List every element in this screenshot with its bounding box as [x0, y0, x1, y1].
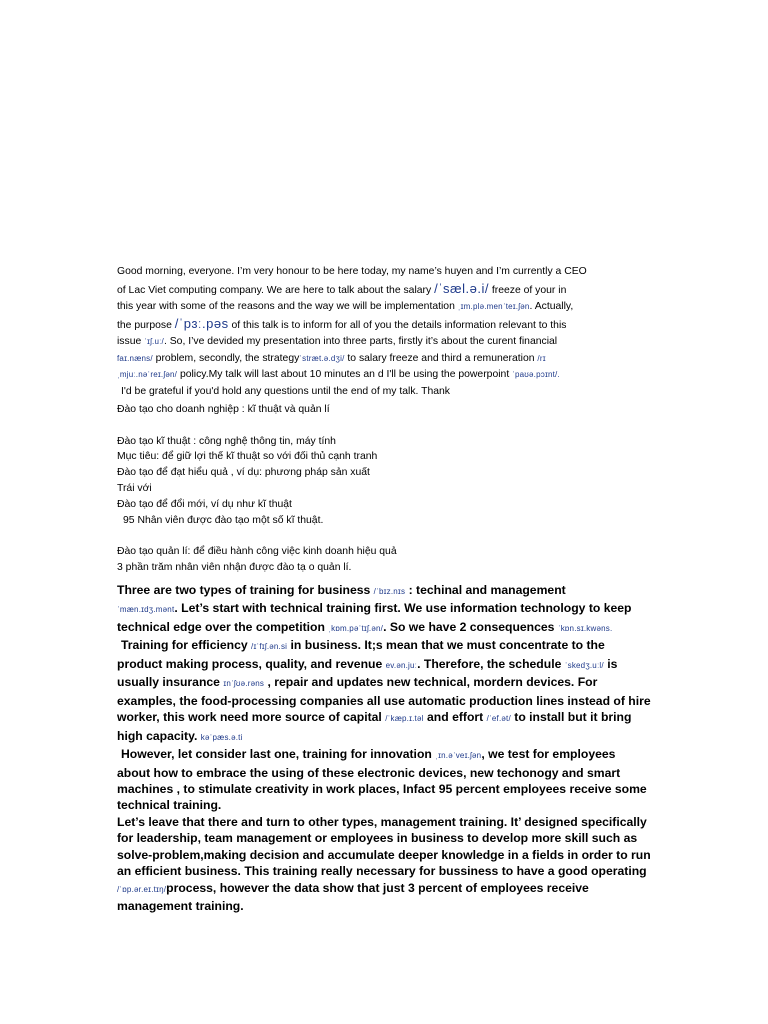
text: of Lac Viet computing company. We are here to talk about the salary [117, 284, 432, 296]
text-line [117, 334, 657, 351]
text-line [117, 656, 657, 674]
note-line: Đào tạo quản lí: để điều hành công việc kinh doanh hiệu quả [117, 546, 397, 558]
text-line [117, 299, 657, 316]
text: to install but it bring [514, 710, 632, 725]
text: Training for efficiency [121, 638, 248, 653]
text: . So we have 2 consequences [383, 619, 555, 634]
text: product making process, quality, and revenue [117, 656, 383, 671]
ipa-transcription: /ˈsæl.ə.i/ [434, 280, 489, 296]
blank-line [117, 528, 577, 544]
text: . Let’s start with technical training first. We use information technology to keep [174, 601, 632, 616]
text: policy.My talk will last about 10 minutes an d I'll be using the powerpoint [179, 369, 510, 380]
text: is [607, 656, 618, 671]
text-line [117, 264, 657, 281]
text: : techinal and management [408, 583, 566, 597]
ipa-transcription: ev.ən.juː [385, 660, 418, 670]
note-line: Mục tiêu: để giữ lợi thế kĩ thuật so với đối thủ cạnh tranh [117, 451, 378, 463]
text: Good morning, everyone. I’m very honour to be here today, my name’s huyen and I’m currently a CEO [117, 266, 587, 277]
text: I'd be grateful if you'd hold any questions until the end of my talk. Thank [121, 385, 450, 397]
text: problem, secondly, the strategy [155, 352, 300, 364]
ipa-transcription: /ɪˈfɪʃ.ən.si [251, 642, 288, 652]
text: . So, I’ve devided my presentation into three parts, firstly it’s about the curent financial [163, 336, 558, 347]
text-line [117, 728, 657, 746]
text-line: an efficient business. This training really necessary for bussiness to have a good operating [117, 864, 647, 879]
text-line: solve-problem,making decision and accumulate deeper knowledge in a fields in order to run [117, 847, 651, 862]
text-line [117, 316, 657, 335]
text-line: examples, the food-processing companies all use automatic production lines instead of hire [117, 693, 651, 708]
ipa-transcription: /ˈbɪz.nɪs [373, 587, 406, 596]
text: Three are two types of training for business [117, 583, 371, 597]
text-line: Let’s leave that there and turn to other types, management training. It’ designed specifically [117, 814, 647, 829]
text: in business. It;s mean that we must concentrate to the [290, 638, 605, 653]
text: process, however the data show that just 3 percent of employees receive [166, 880, 589, 895]
text-line [117, 351, 657, 368]
text: . Actually, [529, 301, 574, 312]
text: of this talk is to inform for all of you the details information relevant to this [231, 319, 567, 331]
ipa-transcription: ˌkɒm.pəˈtɪʃ.ən/ [328, 623, 384, 633]
text: and effort [427, 710, 484, 725]
text: the purpose [117, 319, 172, 331]
text-line [117, 281, 657, 300]
text: freeze of your in [491, 284, 567, 296]
ipa-transcription: /rɪ [537, 353, 546, 363]
text: this year with some of the reasons and the way we will be implementation [117, 301, 455, 312]
body-paragraph [117, 582, 657, 915]
text-line [117, 600, 657, 618]
text-line [117, 709, 657, 727]
text-line [117, 582, 657, 600]
ipa-transcription: /ˈkæp.ɪ.təl [385, 714, 424, 724]
note-line: Đào tạo cho doanh nghiệp : kĩ thuật và quản lí [117, 404, 330, 415]
text-line [117, 367, 657, 384]
ipa-transcription: faɪ.næns/ [117, 353, 153, 363]
note-line: 3 phần trăm nhân viên nhận được đào tạ o quản lí. [117, 561, 352, 573]
ipa-transcription: ˈmæn.ɪdʒ.mənt [117, 605, 175, 615]
ipa-transcription: /ˈef.ət/ [486, 714, 511, 724]
ipa-transcription: /ˈpɜː.pəs [174, 315, 229, 331]
text: usually insurance [117, 675, 220, 690]
note-line: Đào tạo để đạt hiểu quả , ví dụ: phương pháp sản xuất [117, 467, 370, 479]
text: issue [117, 336, 142, 347]
text-line [117, 746, 657, 764]
note-line: Trái với [117, 482, 152, 494]
intro-paragraph [117, 264, 657, 400]
text: However, let consider last one, training for innovation [121, 747, 432, 762]
text-line [117, 637, 657, 655]
vietnamese-notes [117, 402, 577, 576]
text-line [117, 880, 657, 898]
ipa-transcription: ˈstræt.ə.dʒi/ [299, 353, 345, 363]
text-line: for leadership, team management or employees in business to develop more skill such as [117, 831, 638, 846]
text-line [117, 619, 657, 637]
note-line: Đào tạo kĩ thuật : công nghệ thông tin, máy tính [117, 435, 336, 447]
text-line [117, 674, 657, 692]
text: to salary freeze and third a remuneration [347, 352, 535, 364]
text: . Therefore, the schedule [417, 656, 562, 671]
text: worker, this work need more source of capital [117, 710, 382, 725]
ipa-transcription: ɪnˈʃʊə.rəns [223, 679, 265, 689]
ipa-transcription: ˈkɒn.sɪ.kwəns. [557, 623, 613, 633]
text-line: about how to embrace the using of these electronic devices, new techonogy and smart [117, 765, 621, 780]
ipa-transcription: ˌmjuː.nəˈreɪ.ʃən/ [117, 370, 178, 379]
text-line: machines , to stimulate creativity in work places, Infact 95 percent employees receive some [117, 781, 647, 796]
text: high capacity. [117, 728, 198, 743]
ipa-transcription: ˌɪm.plə.menˈteɪ.ʃən [457, 302, 530, 311]
note-line: 95 Nhân viên được đào tạo một số kĩ thuật. [123, 514, 324, 526]
blank-line [117, 418, 577, 434]
ipa-transcription: /ˈɒp.ər.eɪ.tɪŋ/ [117, 884, 167, 894]
text-line: management training. [117, 899, 244, 914]
ipa-transcription: ˈskedʒ.uːl/ [564, 660, 604, 670]
text: , we test for employees [481, 747, 616, 762]
text: technical edge over the competition [117, 619, 325, 634]
ipa-transcription: ˈɪʃ.uː/ [144, 337, 164, 346]
note-line: Đào tạo để đổi mới, ví dụ như kĩ thuật [117, 498, 292, 510]
text-line [117, 384, 657, 401]
ipa-transcription: ˌɪn.əˈveɪ.ʃən [435, 751, 482, 761]
ipa-transcription: ˈpaʊə.pɔɪnt/. [512, 370, 560, 379]
ipa-transcription: kəˈpæs.ə.ti [200, 732, 243, 742]
text: , repair and updates new technical, mordern devices. For [267, 675, 598, 690]
text-line: technical training. [117, 798, 222, 813]
